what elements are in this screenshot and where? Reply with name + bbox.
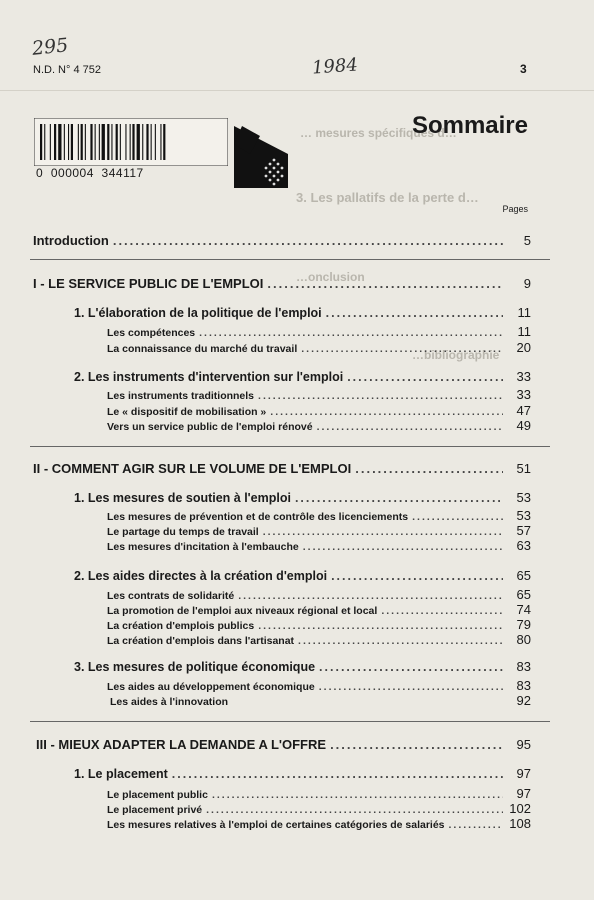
toc-chapter	[74, 305, 531, 320]
toc-entry-label: Le partage du temps de travail	[107, 526, 259, 538]
toc-entry-label: Le « dispositif de mobilisation »	[107, 406, 267, 418]
toc-item	[107, 340, 531, 355]
toc-item	[107, 786, 531, 801]
toc-entry-label: Les instruments traditionnels	[107, 390, 255, 402]
toc-entry-label: II - COMMENT AGIR SUR LE VOLUME DE L'EMPLOI	[33, 461, 352, 476]
toc-chapter	[74, 369, 531, 384]
toc-entry-page: 80	[516, 632, 531, 647]
leader-dots	[317, 421, 503, 433]
leader-dots	[301, 343, 503, 355]
toc-entry-page: 33	[516, 387, 531, 402]
toc-entry-page: 51	[516, 461, 531, 476]
toc-entry-page: 79	[516, 617, 531, 632]
toc-entry-page: 5	[523, 233, 531, 248]
toc-entry-label: La création d'emplois dans l'artisanat	[107, 635, 295, 647]
toc-entry-label: La connaissance du marché du travail	[107, 343, 298, 355]
document-reference: N.D. N° 4 752	[33, 64, 101, 76]
toc-entry-label: Le placement privé	[107, 804, 203, 816]
toc-item	[107, 324, 531, 339]
toc-entry-page: 33	[516, 369, 531, 384]
toc-item	[107, 508, 531, 523]
leader-dots	[267, 276, 503, 291]
leader-dots	[449, 819, 503, 831]
toc-entry-label: Vers un service public de l'emploi rénové	[107, 421, 313, 433]
toc-item	[110, 693, 531, 708]
toc-entry-label: Les mesures relatives à l'emploi de certaines catégories de salariés	[107, 819, 445, 831]
publisher-logo	[230, 124, 290, 197]
leader-dots	[319, 660, 503, 674]
toc-entry-label: 1. Les mesures de soutien à l'emploi	[74, 491, 291, 505]
toc-entry-label: La promotion de l'emploi aux niveaux régional et local	[107, 605, 378, 617]
leader-dots	[347, 370, 503, 384]
toc-entry-page: 108	[509, 816, 531, 831]
barcode-digits: 0 000004 344117	[36, 166, 144, 180]
handwritten-year: 1984	[311, 54, 359, 79]
toc-part-3	[36, 737, 531, 752]
toc-entry-page: 9	[523, 276, 531, 291]
toc-entry-page: 63	[516, 538, 531, 553]
toc-entry-page: 97	[516, 786, 531, 801]
toc-item	[107, 801, 531, 816]
leader-dots	[326, 306, 503, 320]
toc-chapter	[74, 568, 531, 583]
toc-item	[107, 678, 531, 693]
show-through-line: …onclusion	[296, 270, 365, 284]
toc-entry-page: 74	[516, 602, 531, 617]
toc-part-1	[33, 276, 531, 291]
toc-entry-page: 83	[516, 659, 531, 674]
section-divider	[30, 721, 550, 722]
page-title: Sommaire	[411, 112, 528, 139]
leader-dots	[298, 635, 503, 647]
toc-entry-label: Les mesures d'incitation à l'embauche	[107, 541, 299, 553]
toc-entry-page: 92	[516, 693, 531, 708]
toc-entry-label: III - MIEUX ADAPTER LA DEMANDE A L'OFFRE	[36, 737, 327, 752]
toc-entry-introduction	[33, 233, 531, 248]
leader-dots	[258, 390, 503, 402]
toc-item	[107, 418, 531, 433]
toc-entry-page: 95	[516, 737, 531, 752]
toc-entry-label: 2. Les instruments d'intervention sur l'emploi	[74, 370, 344, 384]
leader-dots	[258, 620, 503, 632]
toc-entry-page: 102	[509, 801, 531, 816]
page-number: 3	[520, 62, 527, 76]
toc-entry-label: Le placement public	[107, 789, 208, 801]
show-through-line: … mesures spécifiques d…	[300, 126, 457, 140]
header-divider	[0, 90, 594, 91]
toc-entry-page: 83	[516, 678, 531, 693]
leader-dots	[355, 461, 503, 476]
toc-entry-label: Les aides au développement économique	[107, 681, 315, 693]
toc-item	[107, 587, 531, 602]
toc-entry-page: 11	[517, 324, 531, 339]
toc-entry-page: 53	[516, 508, 531, 523]
handwritten-number: 295	[30, 34, 70, 60]
leader-dots	[303, 541, 503, 553]
toc-entry-label: Les contrats de solidarité	[107, 590, 235, 602]
leader-dots	[263, 526, 503, 538]
pages-column-label: Pages	[502, 204, 528, 214]
toc-entry-label: Introduction	[33, 233, 109, 248]
leader-dots	[331, 569, 503, 583]
toc-entry-page: 20	[516, 340, 531, 355]
leader-dots	[212, 789, 503, 801]
leader-dots	[172, 767, 503, 781]
leader-dots	[412, 511, 503, 523]
toc-item	[107, 403, 531, 418]
leader-dots	[113, 233, 503, 248]
leader-dots	[206, 804, 503, 816]
toc-item	[107, 538, 531, 553]
toc-entry-label: Les compétences	[107, 327, 196, 339]
leader-dots	[381, 605, 503, 617]
toc-chapter	[74, 766, 531, 781]
toc-entry-page: 11	[517, 305, 531, 320]
toc-entry-label: Les mesures de prévention et de contrôle des licenciements	[107, 511, 409, 523]
toc-entry-page: 65	[516, 568, 531, 583]
leader-dots	[295, 491, 503, 505]
toc-entry-label: 3. Les mesures de politique économique	[74, 660, 316, 674]
leader-dots	[238, 590, 503, 602]
toc-entry-label: Les aides à l'innovation	[110, 696, 229, 708]
toc-entry-page: 49	[516, 418, 531, 433]
toc-item	[107, 387, 531, 402]
toc-entry-label: 1. Le placement	[74, 767, 168, 781]
toc-entry-label: 1. L'élaboration de la politique de l'emploi	[74, 306, 322, 320]
section-divider	[30, 259, 550, 260]
toc-entry-page: 47	[516, 403, 531, 418]
section-divider	[30, 446, 550, 447]
leader-dots	[270, 406, 503, 418]
toc-chapter	[74, 490, 531, 505]
toc-entry-label: I - LE SERVICE PUBLIC DE L'EMPLOI	[33, 276, 264, 291]
toc-entry-page: 53	[516, 490, 531, 505]
toc-entry-label: 2. Les aides directes à la création d'emploi	[74, 569, 328, 583]
toc-part-2	[33, 461, 531, 476]
toc-entry-page: 65	[516, 587, 531, 602]
show-through-line: 3. Les pallatifs de la perte d…	[296, 190, 479, 205]
leader-dots	[199, 327, 503, 339]
toc-item	[107, 602, 531, 617]
toc-item	[107, 816, 531, 831]
barcode	[34, 118, 228, 166]
toc-entry-page: 57	[516, 523, 531, 538]
leader-dots	[330, 737, 503, 752]
leader-dots	[319, 681, 503, 693]
toc-item	[107, 523, 531, 538]
toc-entry-page: 97	[516, 766, 531, 781]
toc-item	[107, 632, 531, 647]
show-through-line: …bibliographie	[412, 348, 500, 362]
toc-chapter	[74, 659, 531, 674]
toc-item	[107, 617, 531, 632]
toc-entry-label: La création d'emplois publics	[107, 620, 255, 632]
